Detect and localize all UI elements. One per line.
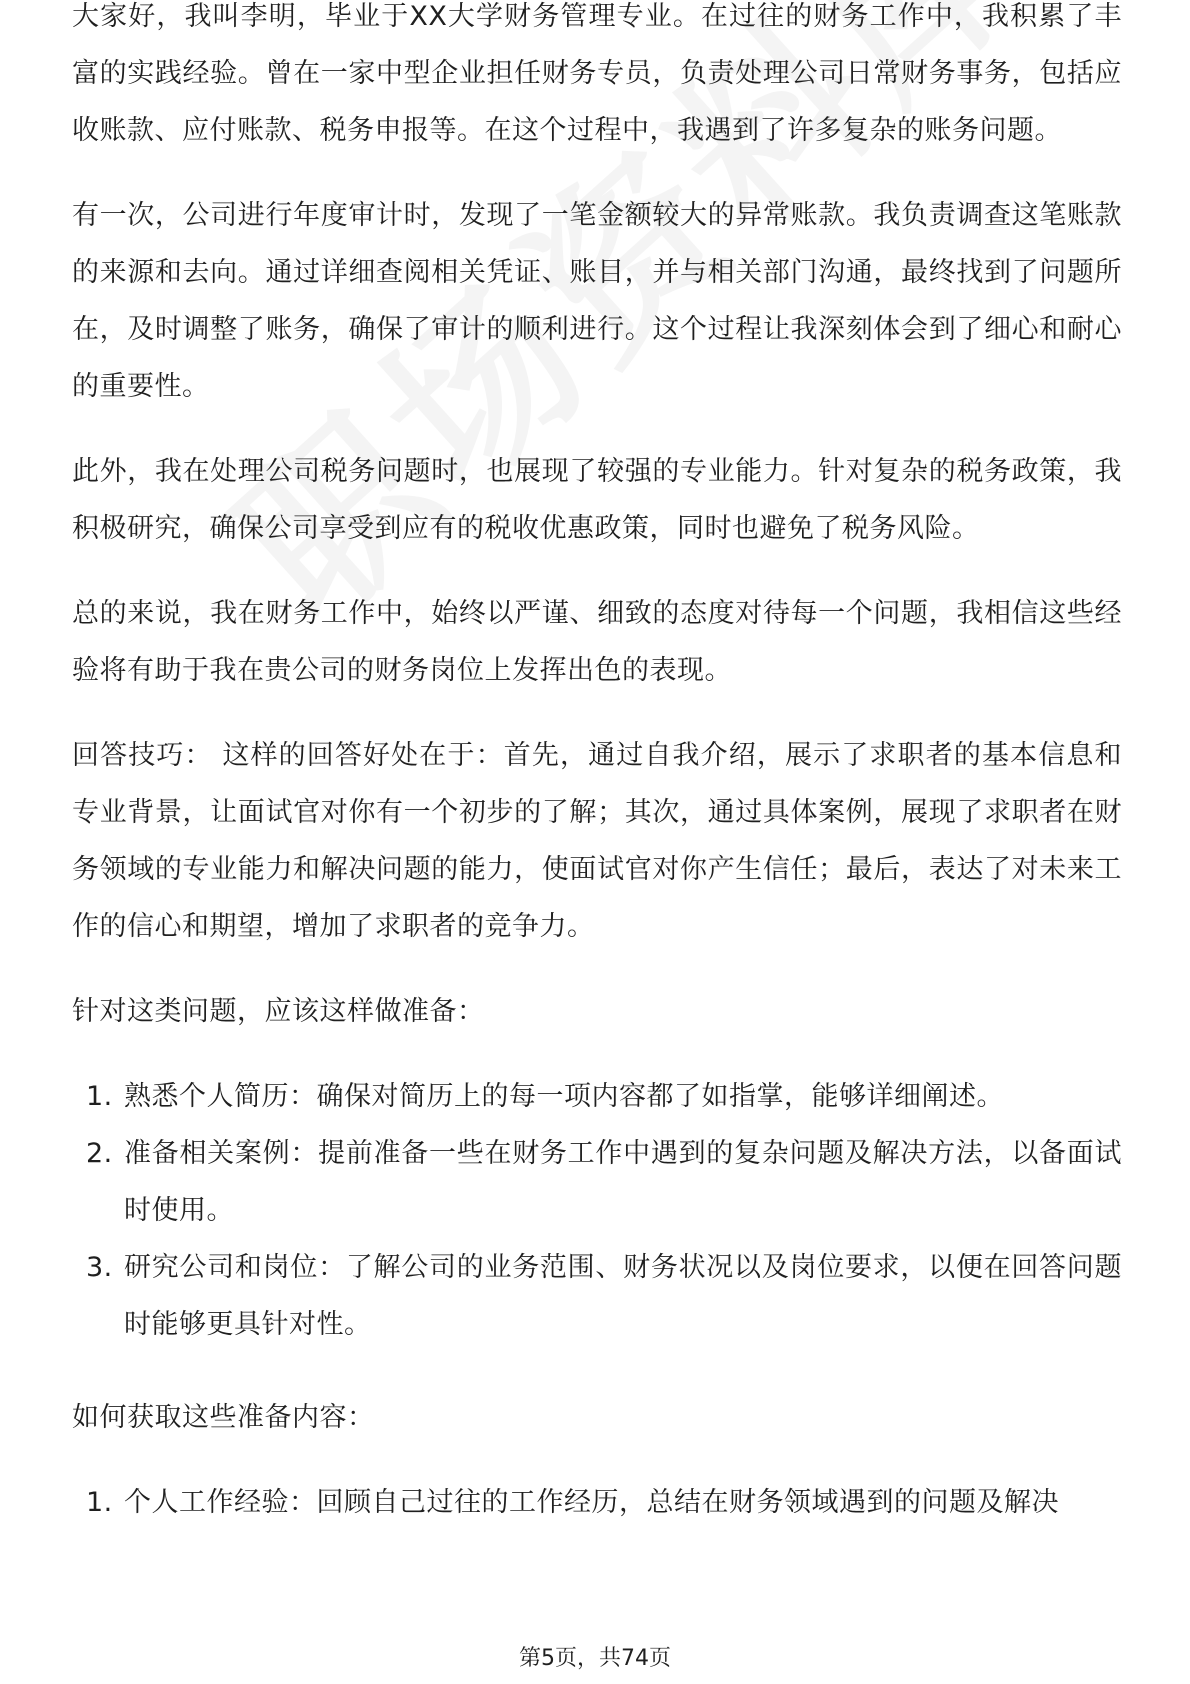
source-list (72, 1474, 1122, 1531)
list-item-number: 2. (86, 1138, 113, 1169)
list-item (72, 1474, 1122, 1531)
list-item-number: 1. (86, 1081, 113, 1112)
list-item-number: 3. (86, 1252, 113, 1283)
list-item-number: 1. (86, 1487, 113, 1518)
paragraph-audit-case: 有一次，公司进行年度审计时，发现了一笔金额较大的异常账款。我负责调查这笔账款的来源和去向。通过详细查阅相关凭证、账目，并与相关部门沟通，最终找到了问题所在，及时调整了账务，确保了审计的顺利进行。这个过程让我深刻体会到了细心和耐心的重要性。 (72, 200, 1122, 402)
prep-list (72, 1068, 1122, 1353)
paragraph-self-intro: 大家好，我叫李明，毕业于XX大学财务管理专业。在过往的财务工作中，我积累了丰富的实践经验。曾在一家中型企业担任财务专员，负责处理公司日常财务事务，包括应收账款、应付账款、税务申报等。在这个过程中，我遇到了许多复杂的账务问题。 (72, 1, 1122, 146)
page-footer (0, 1641, 1190, 1672)
page-content (72, 1, 1122, 1531)
list-item-text: 熟悉个人简历：确保对简历上的每一项内容都了如指掌，能够详细阐述。 (124, 1081, 1004, 1112)
paragraph-answer-tips: 回答技巧： 这样的回答好处在于：首先，通过自我介绍，展示了求职者的基本信息和专业背景，让面试官对你有一个初步的了解；其次，通过具体案例，展现了求职者在财务领域的专业能力和解决问题的能力，使面试官对你产生信任；最后，表达了对未来工作的信心和期望，增加了求职者的竞争力。 (72, 740, 1122, 942)
paragraph-prep-heading: 针对这类问题，应该这样做准备： (72, 996, 485, 1027)
list-item (72, 1125, 1122, 1239)
paragraph-tax-case: 此外，我在处理公司税务问题时，也展现了较强的专业能力。针对复杂的税务政策，我积极研究，确保公司享受到应有的税收优惠政策，同时也避免了税务风险。 (72, 456, 1122, 544)
paragraph-summary: 总的来说，我在财务工作中，始终以严谨、细致的态度对待每一个问题，我相信这些经验将有助于我在贵公司的财务岗位上发挥出色的表现。 (72, 598, 1122, 686)
list-item-text: 研究公司和岗位：了解公司的业务范围、财务状况以及岗位要求，以便在回答问题时能够更具针对性。 (124, 1252, 1122, 1340)
list-item (72, 1239, 1122, 1353)
list-item-text: 个人工作经验：回顾自己过往的工作经历，总结在财务领域遇到的问题及解决 (124, 1487, 1059, 1518)
paragraph-source-heading: 如何获取这些准备内容： (72, 1402, 375, 1433)
list-item (72, 1068, 1122, 1125)
page-number: 第5页，共74页 (519, 1646, 671, 1671)
list-item-text: 准备相关案例：提前准备一些在财务工作中遇到的复杂问题及解决方法，以备面试时使用。 (124, 1138, 1122, 1226)
